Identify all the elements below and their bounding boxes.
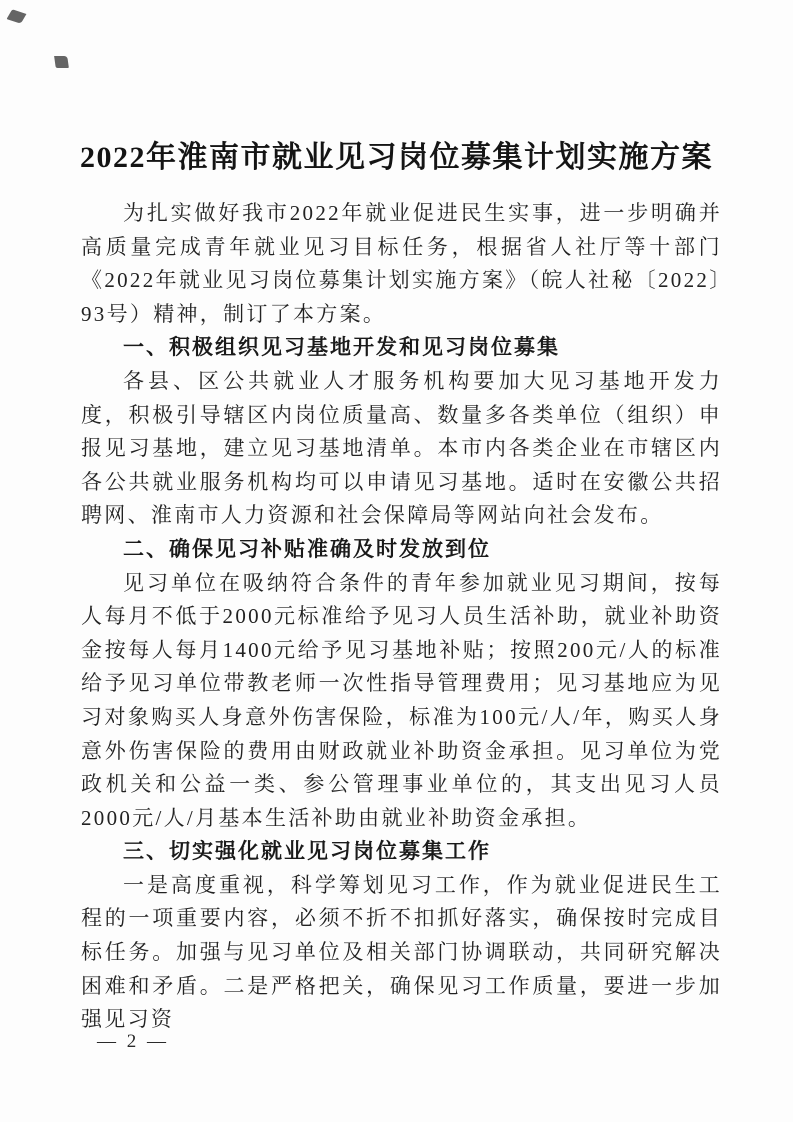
- section-3-heading: 三、切实强化就业见习岗位募集工作: [123, 840, 491, 864]
- section-3-paragraph: 一是高度重视，科学筹划见习工作，作为就业促进民生工程的一项重要内容，必须不折不扣抓好落实，确保按时完成目标任务。加强与见习单位及相关部门协调联动，共同研究解决困难和矛盾。二是严格把关，确保见习工作质量，要进一步加强见习资: [81, 872, 722, 1032]
- page-number: — 2 —: [97, 1031, 169, 1052]
- scan-speck: [7, 9, 27, 23]
- intro-paragraph: 为扎实做好我市2022年就业促进民生实事，进一步明确并高质量完成青年就业见习目标任务，根据省人社厅等十部门《2022年就业见习岗位募集计划实施方案》（皖人社秘〔2022〕93号）精神，制订了本方案。: [81, 201, 722, 326]
- section-1-heading: 一、积极组织见习基地开发和见习岗位募集: [123, 336, 560, 360]
- scan-speck: [54, 56, 69, 68]
- document-title: 2022年淮南市就业见习岗位募集计划实施方案: [80, 141, 713, 175]
- section-2-heading: 二、确保见习补贴准确及时发放到位: [123, 537, 491, 561]
- section-1-paragraph: 各县、区公共就业人才服务机构要加大见习基地开发力度，积极引导辖区内岗位质量高、数量多各类单位（组织）申报见习基地，建立见习基地清单。本市内各类企业在市辖区内各公共就业服务机构均可以申请见习基地。适时在安徽公共招聘网、淮南市人力资源和社会保障局等网站向社会发布。: [81, 368, 722, 528]
- section-2-paragraph: 见习单位在吸纳符合条件的青年参加就业见习期间，按每人每月不低于2000元标准给予见习人员生活补助，就业补助资金按每人每月1400元给予见习基地补贴；按照200元/人的标准给予见习单位带教老师一次性指导管理费用；见习基地应为见习对象购买人身意外伤害保险，标准为100元/人/年，购买人身意外伤害保险的费用由财政就业补助资金承担。见习单位为党政机关和公益一类、参公管理事业单位的，其支出见习人员2000元/人/月基本生活补助由就业补助资金承担。: [81, 570, 722, 830]
- document-body: [81, 197, 722, 1037]
